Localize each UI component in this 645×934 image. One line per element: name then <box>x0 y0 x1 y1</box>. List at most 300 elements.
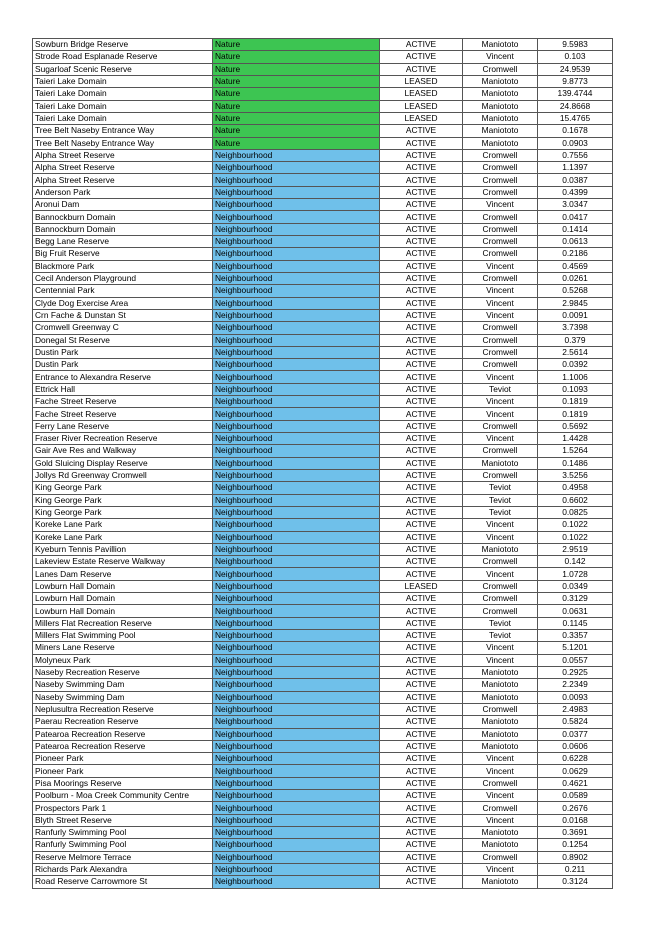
area-cell: 2.9519 <box>538 543 613 555</box>
status-cell: ACTIVE <box>380 199 463 211</box>
table-row <box>33 236 613 248</box>
area-cell: 0.0606 <box>538 740 613 752</box>
status-cell: ACTIVE <box>380 839 463 851</box>
category-cell: Neighbourhood <box>213 433 380 445</box>
category-cell: Neighbourhood <box>213 494 380 506</box>
area-cell: 0.0825 <box>538 506 613 518</box>
reserve-name-cell: Tree Belt Naseby Entrance Way <box>33 125 213 137</box>
ward-cell: Cromwell <box>463 248 538 260</box>
area-cell: 0.0589 <box>538 790 613 802</box>
status-cell: ACTIVE <box>380 753 463 765</box>
area-cell: 1.5264 <box>538 445 613 457</box>
area-cell: 1.1006 <box>538 371 613 383</box>
status-cell: ACTIVE <box>380 814 463 826</box>
area-cell: 0.142 <box>538 556 613 568</box>
area-cell: 0.8902 <box>538 851 613 863</box>
ward-cell: Vincent <box>463 297 538 309</box>
ward-cell: Maniototo <box>463 728 538 740</box>
table-row <box>33 371 613 383</box>
category-cell: Neighbourhood <box>213 556 380 568</box>
reserve-name-cell: Alpha Street Reserve <box>33 174 213 186</box>
category-cell: Neighbourhood <box>213 396 380 408</box>
status-cell: ACTIVE <box>380 174 463 186</box>
area-cell: 3.7398 <box>538 322 613 334</box>
reserve-name-cell: Richards Park Alexandra <box>33 863 213 875</box>
status-cell: ACTIVE <box>380 39 463 51</box>
reserve-name-cell: Molyneux Park <box>33 654 213 666</box>
table-row <box>33 642 613 654</box>
status-cell: ACTIVE <box>380 51 463 63</box>
ward-cell: Vincent <box>463 408 538 420</box>
status-cell: ACTIVE <box>380 654 463 666</box>
table-row <box>33 593 613 605</box>
table-row <box>33 100 613 112</box>
area-cell: 0.1486 <box>538 457 613 469</box>
table-row <box>33 556 613 568</box>
table-row <box>33 691 613 703</box>
category-cell: Neighbourhood <box>213 568 380 580</box>
area-cell: 1.0728 <box>538 568 613 580</box>
status-cell: ACTIVE <box>380 186 463 198</box>
table-row <box>33 740 613 752</box>
reserve-name-cell: Entrance to Alexandra Reserve <box>33 371 213 383</box>
status-cell: ACTIVE <box>380 827 463 839</box>
ward-cell: Cromwell <box>463 777 538 789</box>
category-cell: Nature <box>213 112 380 124</box>
table-row <box>33 272 613 284</box>
reserve-name-cell: Fache Street Reserve <box>33 396 213 408</box>
area-cell: 0.1022 <box>538 531 613 543</box>
status-cell: ACTIVE <box>380 876 463 888</box>
ward-cell: Teviot <box>463 617 538 629</box>
category-cell: Neighbourhood <box>213 297 380 309</box>
reserves-table <box>32 38 613 889</box>
status-cell: LEASED <box>380 75 463 87</box>
status-cell: ACTIVE <box>380 137 463 149</box>
category-cell: Neighbourhood <box>213 248 380 260</box>
reserve-name-cell: Dustin Park <box>33 359 213 371</box>
ward-cell: Cromwell <box>463 322 538 334</box>
ward-cell: Cromwell <box>463 149 538 161</box>
ward-cell: Cromwell <box>463 703 538 715</box>
reserve-name-cell: Naseby Swimming Dam <box>33 691 213 703</box>
ward-cell: Maniototo <box>463 876 538 888</box>
status-cell: ACTIVE <box>380 728 463 740</box>
ward-cell: Vincent <box>463 396 538 408</box>
table-row <box>33 186 613 198</box>
table-row <box>33 63 613 75</box>
ward-cell: Vincent <box>463 371 538 383</box>
reserve-name-cell: Lowburn Hall Domain <box>33 580 213 592</box>
ward-cell: Maniototo <box>463 137 538 149</box>
category-cell: Neighbourhood <box>213 149 380 161</box>
ward-cell: Vincent <box>463 531 538 543</box>
status-cell: ACTIVE <box>380 445 463 457</box>
table-row <box>33 149 613 161</box>
area-cell: 0.0377 <box>538 728 613 740</box>
area-cell: 0.2186 <box>538 248 613 260</box>
status-cell: ACTIVE <box>380 248 463 260</box>
reserve-name-cell: Kyeburn Tennis Pavillion <box>33 543 213 555</box>
category-cell: Neighbourhood <box>213 174 380 186</box>
category-cell: Neighbourhood <box>213 863 380 875</box>
table-row <box>33 346 613 358</box>
ward-cell: Teviot <box>463 630 538 642</box>
reserve-name-cell: Taieri Lake Domain <box>33 112 213 124</box>
category-cell: Neighbourhood <box>213 593 380 605</box>
ward-cell: Vincent <box>463 199 538 211</box>
ward-cell: Vincent <box>463 765 538 777</box>
category-cell: Neighbourhood <box>213 728 380 740</box>
table-row <box>33 322 613 334</box>
reserve-name-cell: Millers Flat Swimming Pool <box>33 630 213 642</box>
table-row <box>33 814 613 826</box>
table-row <box>33 211 613 223</box>
status-cell: ACTIVE <box>380 297 463 309</box>
category-cell: Neighbourhood <box>213 814 380 826</box>
ward-cell: Vincent <box>463 285 538 297</box>
ward-cell: Cromwell <box>463 236 538 248</box>
category-cell: Neighbourhood <box>213 543 380 555</box>
area-cell: 0.1819 <box>538 396 613 408</box>
ward-cell: Vincent <box>463 309 538 321</box>
status-cell: ACTIVE <box>380 593 463 605</box>
reserve-name-cell: Neplusultra Recreation Reserve <box>33 703 213 715</box>
area-cell: 0.0629 <box>538 765 613 777</box>
reserve-name-cell: Begg Lane Reserve <box>33 236 213 248</box>
status-cell: ACTIVE <box>380 162 463 174</box>
category-cell: Neighbourhood <box>213 457 380 469</box>
category-cell: Nature <box>213 100 380 112</box>
category-cell: Neighbourhood <box>213 199 380 211</box>
area-cell: 0.3129 <box>538 593 613 605</box>
table-row <box>33 728 613 740</box>
table-row <box>33 519 613 531</box>
ward-cell: Maniototo <box>463 691 538 703</box>
reserve-name-cell: Taieri Lake Domain <box>33 100 213 112</box>
status-cell: ACTIVE <box>380 272 463 284</box>
area-cell: 5.1201 <box>538 642 613 654</box>
reserve-name-cell: Blyth Street Reserve <box>33 814 213 826</box>
category-cell: Neighbourhood <box>213 482 380 494</box>
area-cell: 0.4399 <box>538 186 613 198</box>
area-cell: 0.6602 <box>538 494 613 506</box>
reserve-name-cell: Lanes Dam Reserve <box>33 568 213 580</box>
table-row <box>33 396 613 408</box>
status-cell: ACTIVE <box>380 740 463 752</box>
ward-cell: Maniototo <box>463 839 538 851</box>
area-cell: 0.1145 <box>538 617 613 629</box>
table-row <box>33 359 613 371</box>
reserves-table-body <box>33 39 613 889</box>
category-cell: Neighbourhood <box>213 420 380 432</box>
status-cell: ACTIVE <box>380 260 463 272</box>
category-cell: Neighbourhood <box>213 260 380 272</box>
status-cell: ACTIVE <box>380 863 463 875</box>
status-cell: ACTIVE <box>380 790 463 802</box>
reserve-name-cell: Tree Belt Naseby Entrance Way <box>33 137 213 149</box>
table-row <box>33 260 613 272</box>
status-cell: ACTIVE <box>380 322 463 334</box>
category-cell: Neighbourhood <box>213 630 380 642</box>
ward-cell: Cromwell <box>463 174 538 186</box>
ward-cell: Vincent <box>463 51 538 63</box>
table-row <box>33 851 613 863</box>
area-cell: 0.3357 <box>538 630 613 642</box>
reserve-name-cell: Alpha Street Reserve <box>33 149 213 161</box>
reserve-name-cell: Patearoa Recreation Reserve <box>33 740 213 752</box>
status-cell: ACTIVE <box>380 716 463 728</box>
table-row <box>33 420 613 432</box>
ward-cell: Vincent <box>463 433 538 445</box>
ward-cell: Cromwell <box>463 420 538 432</box>
area-cell: 0.0417 <box>538 211 613 223</box>
status-cell: ACTIVE <box>380 211 463 223</box>
category-cell: Neighbourhood <box>213 272 380 284</box>
reserve-name-cell: Cecil Anderson Playground <box>33 272 213 284</box>
area-cell: 0.0557 <box>538 654 613 666</box>
status-cell: ACTIVE <box>380 482 463 494</box>
table-row <box>33 617 613 629</box>
status-cell: ACTIVE <box>380 630 463 642</box>
ward-cell: Maniototo <box>463 112 538 124</box>
category-cell: Neighbourhood <box>213 223 380 235</box>
reserve-name-cell: King George Park <box>33 494 213 506</box>
status-cell: ACTIVE <box>380 765 463 777</box>
status-cell: ACTIVE <box>380 334 463 346</box>
reserve-name-cell: Pioneer Park <box>33 753 213 765</box>
ward-cell: Vincent <box>463 519 538 531</box>
status-cell: ACTIVE <box>380 531 463 543</box>
status-cell: ACTIVE <box>380 309 463 321</box>
status-cell: ACTIVE <box>380 285 463 297</box>
area-cell: 15.4765 <box>538 112 613 124</box>
table-row <box>33 199 613 211</box>
ward-cell: Vincent <box>463 260 538 272</box>
area-cell: 0.0903 <box>538 137 613 149</box>
area-cell: 1.1397 <box>538 162 613 174</box>
reserve-name-cell: Prospectors Park 1 <box>33 802 213 814</box>
category-cell: Neighbourhood <box>213 753 380 765</box>
table-row <box>33 408 613 420</box>
reserve-name-cell: Dustin Park <box>33 346 213 358</box>
category-cell: Neighbourhood <box>213 827 380 839</box>
ward-cell: Maniototo <box>463 716 538 728</box>
reserve-name-cell: Naseby Swimming Dam <box>33 679 213 691</box>
area-cell: 3.0347 <box>538 199 613 211</box>
reserve-name-cell: Big Fruit Reserve <box>33 248 213 260</box>
status-cell: ACTIVE <box>380 642 463 654</box>
reserve-name-cell: Koreke Lane Park <box>33 519 213 531</box>
reserve-name-cell: Aronui Dam <box>33 199 213 211</box>
category-cell: Neighbourhood <box>213 469 380 481</box>
reserve-name-cell: Lowburn Hall Domain <box>33 605 213 617</box>
category-cell: Neighbourhood <box>213 346 380 358</box>
category-cell: Nature <box>213 75 380 87</box>
ward-cell: Cromwell <box>463 162 538 174</box>
area-cell: 0.1678 <box>538 125 613 137</box>
table-row <box>33 790 613 802</box>
ward-cell: Vincent <box>463 753 538 765</box>
category-cell: Neighbourhood <box>213 371 380 383</box>
category-cell: Neighbourhood <box>213 666 380 678</box>
status-cell: ACTIVE <box>380 383 463 395</box>
status-cell: LEASED <box>380 100 463 112</box>
category-cell: Neighbourhood <box>213 359 380 371</box>
ward-cell: Cromwell <box>463 346 538 358</box>
area-cell: 0.2925 <box>538 666 613 678</box>
table-row <box>33 223 613 235</box>
table-row <box>33 531 613 543</box>
ward-cell: Vincent <box>463 863 538 875</box>
area-cell: 0.3691 <box>538 827 613 839</box>
area-cell: 0.211 <box>538 863 613 875</box>
area-cell: 24.8668 <box>538 100 613 112</box>
status-cell: LEASED <box>380 112 463 124</box>
status-cell: ACTIVE <box>380 223 463 235</box>
ward-cell: Cromwell <box>463 580 538 592</box>
status-cell: ACTIVE <box>380 703 463 715</box>
status-cell: ACTIVE <box>380 617 463 629</box>
area-cell: 0.1022 <box>538 519 613 531</box>
ward-cell: Vincent <box>463 568 538 580</box>
area-cell: 0.4958 <box>538 482 613 494</box>
ward-cell: Cromwell <box>463 186 538 198</box>
table-row <box>33 51 613 63</box>
reserve-name-cell: Ferry Lane Reserve <box>33 420 213 432</box>
table-row <box>33 88 613 100</box>
table-row <box>33 568 613 580</box>
status-cell: ACTIVE <box>380 433 463 445</box>
area-cell: 0.4569 <box>538 260 613 272</box>
reserve-name-cell: Millers Flat Recreation Reserve <box>33 617 213 629</box>
table-row <box>33 827 613 839</box>
status-cell: ACTIVE <box>380 420 463 432</box>
ward-cell: Cromwell <box>463 63 538 75</box>
area-cell: 9.5983 <box>538 39 613 51</box>
reserve-name-cell: Ranfurly Swimming Pool <box>33 827 213 839</box>
reserve-name-cell: Fache Street Reserve <box>33 408 213 420</box>
reserve-name-cell: Clyde Dog Exercise Area <box>33 297 213 309</box>
ward-cell: Teviot <box>463 494 538 506</box>
reserve-name-cell: King George Park <box>33 482 213 494</box>
area-cell: 0.0387 <box>538 174 613 186</box>
ward-cell: Maniototo <box>463 457 538 469</box>
ward-cell: Vincent <box>463 790 538 802</box>
category-cell: Neighbourhood <box>213 285 380 297</box>
ward-cell: Maniototo <box>463 679 538 691</box>
table-row <box>33 285 613 297</box>
area-cell: 0.0261 <box>538 272 613 284</box>
table-row <box>33 863 613 875</box>
category-cell: Neighbourhood <box>213 716 380 728</box>
ward-cell: Cromwell <box>463 211 538 223</box>
reserve-name-cell: Ranfurly Swimming Pool <box>33 839 213 851</box>
category-cell: Neighbourhood <box>213 642 380 654</box>
area-cell: 0.1414 <box>538 223 613 235</box>
area-cell: 24.9539 <box>538 63 613 75</box>
category-cell: Neighbourhood <box>213 790 380 802</box>
table-row <box>33 39 613 51</box>
table-row <box>33 802 613 814</box>
reserve-name-cell: Blackmore Park <box>33 260 213 272</box>
area-cell: 0.7556 <box>538 149 613 161</box>
status-cell: ACTIVE <box>380 556 463 568</box>
table-row <box>33 125 613 137</box>
status-cell: ACTIVE <box>380 371 463 383</box>
reserve-name-cell: Koreke Lane Park <box>33 531 213 543</box>
reserve-name-cell: Lowburn Hall Domain <box>33 593 213 605</box>
category-cell: Neighbourhood <box>213 654 380 666</box>
category-cell: Neighbourhood <box>213 777 380 789</box>
status-cell: ACTIVE <box>380 469 463 481</box>
status-cell: ACTIVE <box>380 605 463 617</box>
reserve-name-cell: Naseby Recreation Reserve <box>33 666 213 678</box>
area-cell: 2.5614 <box>538 346 613 358</box>
category-cell: Neighbourhood <box>213 691 380 703</box>
ward-cell: Teviot <box>463 383 538 395</box>
area-cell: 0.5692 <box>538 420 613 432</box>
ward-cell: Maniototo <box>463 100 538 112</box>
area-cell: 0.379 <box>538 334 613 346</box>
category-cell: Neighbourhood <box>213 334 380 346</box>
reserve-name-cell: Ettrick Hall <box>33 383 213 395</box>
status-cell: ACTIVE <box>380 149 463 161</box>
area-cell: 0.4621 <box>538 777 613 789</box>
ward-cell: Maniototo <box>463 543 538 555</box>
area-cell: 2.4983 <box>538 703 613 715</box>
area-cell: 0.1093 <box>538 383 613 395</box>
table-row <box>33 445 613 457</box>
ward-cell: Maniototo <box>463 88 538 100</box>
status-cell: ACTIVE <box>380 679 463 691</box>
reserve-name-cell: Road Reserve Carrowmore St <box>33 876 213 888</box>
area-cell: 0.2676 <box>538 802 613 814</box>
category-cell: Nature <box>213 51 380 63</box>
category-cell: Neighbourhood <box>213 236 380 248</box>
status-cell: ACTIVE <box>380 802 463 814</box>
table-row <box>33 469 613 481</box>
table-row <box>33 334 613 346</box>
category-cell: Neighbourhood <box>213 876 380 888</box>
table-row <box>33 248 613 260</box>
reserve-name-cell: Taieri Lake Domain <box>33 88 213 100</box>
table-row <box>33 605 613 617</box>
table-row <box>33 137 613 149</box>
reserve-name-cell: Pisa Moorings Reserve <box>33 777 213 789</box>
reserve-name-cell: Cromwell Greenway C <box>33 322 213 334</box>
status-cell: ACTIVE <box>380 359 463 371</box>
ward-cell: Teviot <box>463 506 538 518</box>
category-cell: Neighbourhood <box>213 703 380 715</box>
status-cell: ACTIVE <box>380 543 463 555</box>
ward-cell: Cromwell <box>463 593 538 605</box>
table-row <box>33 75 613 87</box>
table-row <box>33 506 613 518</box>
reserve-name-cell: Lakeview Estate Reserve Walkway <box>33 556 213 568</box>
reserve-name-cell: Donegal St Reserve <box>33 334 213 346</box>
reserve-name-cell: Centennial Park <box>33 285 213 297</box>
ward-cell: Cromwell <box>463 272 538 284</box>
ward-cell: Vincent <box>463 642 538 654</box>
category-cell: Neighbourhood <box>213 519 380 531</box>
reserve-name-cell: Gold Sluicing Display Reserve <box>33 457 213 469</box>
category-cell: Nature <box>213 39 380 51</box>
area-cell: 1.4428 <box>538 433 613 445</box>
table-row <box>33 777 613 789</box>
reserve-name-cell: Reserve Melmore Terrace <box>33 851 213 863</box>
table-row <box>33 457 613 469</box>
